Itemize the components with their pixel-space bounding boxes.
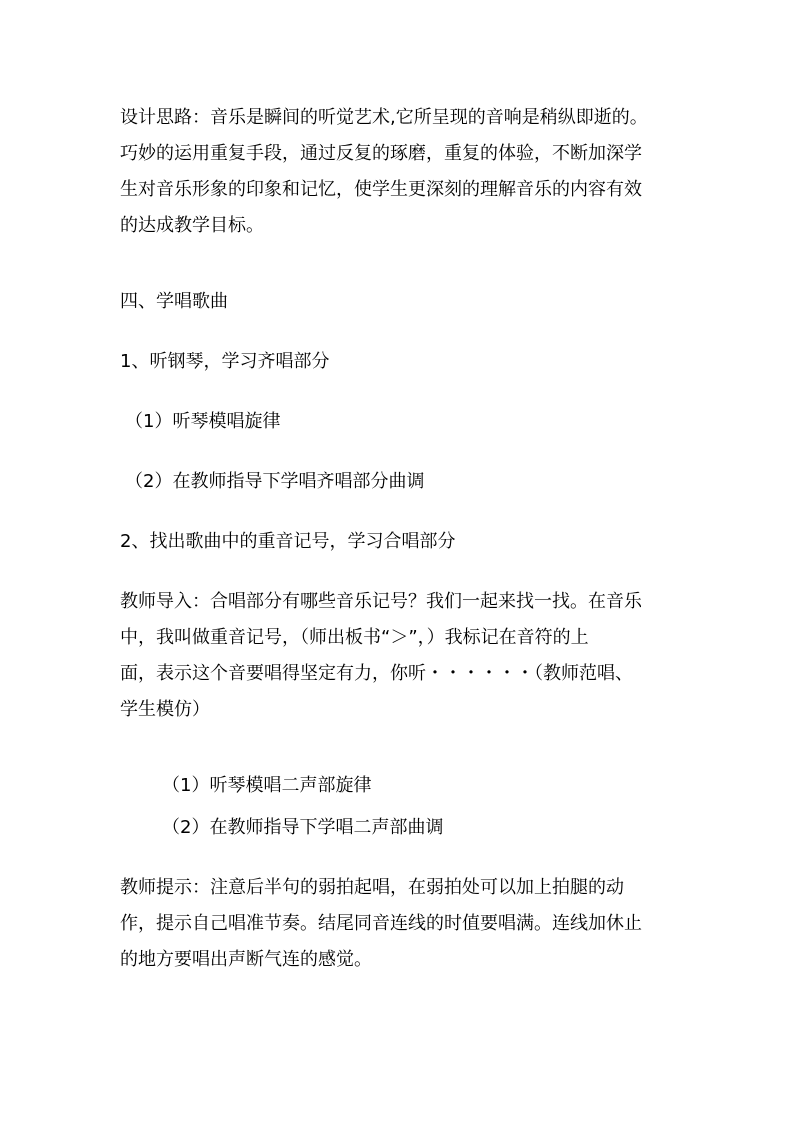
design-idea-line-4: 的达成教学目标。 bbox=[120, 215, 264, 236]
step1-title-text: 1、听钢琴，学习齐唱部分 bbox=[120, 351, 330, 372]
step2-title bbox=[120, 524, 680, 560]
section-heading bbox=[120, 284, 680, 320]
step1-item-1 bbox=[125, 404, 685, 440]
step1-item-2 bbox=[125, 464, 685, 500]
step1-item-2-text: （2）在教师指导下学唱齐唱部分曲调 bbox=[125, 471, 425, 492]
teacher-intro-line-2: 中，我叫做重音记号，（师出板书“＞”，）我标记在音符的上 bbox=[120, 627, 589, 648]
step2-item-2 bbox=[162, 810, 722, 846]
step2-item-1-text: （1）听琴模唱二声部旋律 bbox=[162, 775, 372, 796]
step2-item-2-text: （2）在教师指导下学唱二声部曲调 bbox=[162, 817, 444, 838]
teacher-intro-line-1: 教师导入：合唱部分有哪些音乐记号？我们一起来找一找。在音乐 bbox=[120, 591, 642, 612]
step2-title-text: 2、找出歌曲中的重音记号，学习合唱部分 bbox=[120, 531, 456, 552]
teacher-tip-line-1: 教师提示：注意后半句的弱拍起唱，在弱拍处可以加上拍腿的动 bbox=[120, 877, 624, 898]
design-idea-line-1: 设计思路：音乐是瞬间的听觉艺术,它所呈现的音响是稍纵即逝的。 bbox=[120, 107, 648, 128]
teacher-intro-line-3: 面，表示这个音要唱得坚定有力，你听・・・・・・（教师范唱、 bbox=[120, 663, 633, 684]
teacher-intro-line-4: 学生模仿） bbox=[120, 699, 210, 720]
teacher-tip-line-2: 作，提示自己唱准节奏。结尾同音连线的时值要唱满。连线加休止 bbox=[120, 913, 642, 934]
design-idea-paragraph bbox=[120, 100, 680, 244]
step2-item-1 bbox=[162, 768, 722, 804]
step1-item-1-text: （1）听琴模唱旋律 bbox=[125, 411, 281, 432]
design-idea-line-2: 巧妙的运用重复手段，通过反复的琢磨，重复的体验，不断加深学 bbox=[120, 143, 642, 164]
design-idea-line-3: 生对音乐形象的印象和记忆，使学生更深刻的理解音乐的内容有效 bbox=[120, 179, 642, 200]
teacher-tip-line-3: 的地方要唱出声断气连的感觉。 bbox=[120, 949, 372, 970]
section-heading-text: 四、学唱歌曲 bbox=[120, 291, 228, 312]
step1-title bbox=[120, 344, 680, 380]
teacher-tip-paragraph bbox=[120, 870, 680, 978]
teacher-intro-paragraph bbox=[120, 584, 680, 728]
